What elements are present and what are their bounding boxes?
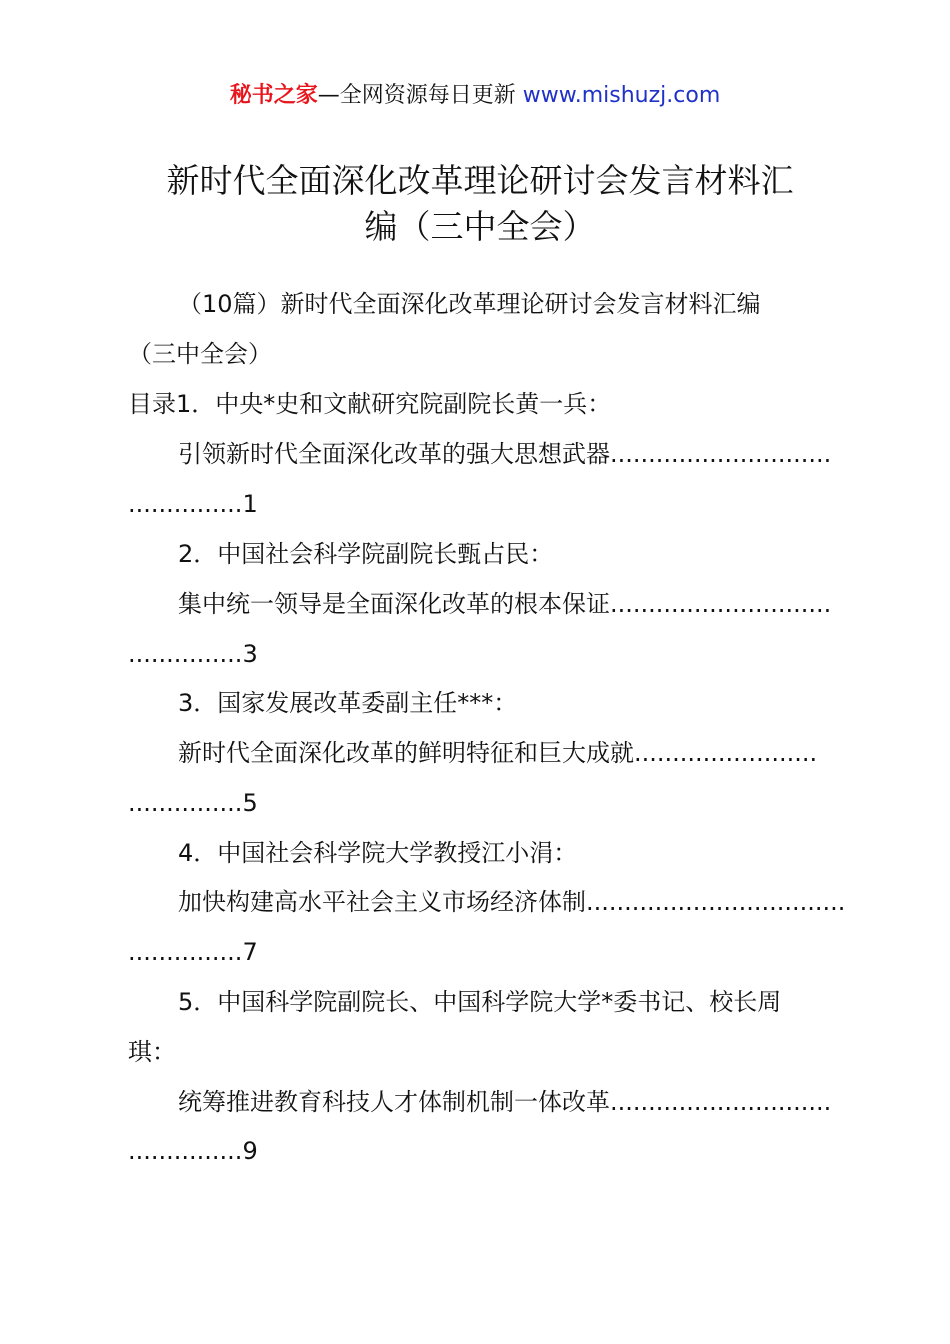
toc-leader-dots: ............... bbox=[128, 1137, 243, 1165]
toc-entry-4[interactable] bbox=[178, 885, 845, 919]
toc-leader-dots: ........................ bbox=[634, 739, 818, 767]
toc-entry-title: 加快构建高水平社会主义市场经济体制 bbox=[178, 888, 586, 916]
banner-slogan: —全网资源每日更新 bbox=[317, 83, 516, 108]
toc-leader-dots: ............................. bbox=[610, 1088, 832, 1116]
toc-leader-dots: ............................. bbox=[610, 440, 832, 468]
site-banner bbox=[0, 80, 950, 112]
toc-leader-dots: ............... bbox=[128, 490, 243, 518]
toc-entry-title: 新时代全面深化改革的鲜明特征和巨大成就 bbox=[178, 739, 634, 767]
toc-entry-2-page-line[interactable] bbox=[128, 637, 258, 671]
toc-page-number: 5 bbox=[242, 789, 258, 817]
toc-page-number: 3 bbox=[242, 640, 258, 668]
toc-entry-3[interactable] bbox=[178, 736, 817, 770]
toc-heading-3: 3．国家发展改革委副主任***： bbox=[178, 689, 518, 717]
toc-leader-dots: ............................. bbox=[610, 590, 832, 618]
brand-name: 秘书之家 bbox=[229, 83, 318, 108]
toc-page-number: 1 bbox=[242, 490, 258, 518]
toc-heading-1 bbox=[128, 387, 611, 421]
toc-leader-dots: ............... bbox=[128, 789, 243, 817]
toc-entry-4-page-line[interactable] bbox=[128, 935, 258, 969]
toc-entry-title: 统筹推进教育科技人才体制机制一体改革 bbox=[178, 1088, 610, 1116]
intro-line-1: （10篇）新时代全面深化改革理论研讨会发言材料汇编 bbox=[178, 290, 761, 318]
toc-entry-5[interactable] bbox=[178, 1085, 831, 1119]
toc-leader-dots: ............... bbox=[128, 938, 243, 966]
toc-leader-dots: .................................. bbox=[586, 888, 846, 916]
toc-entry-2[interactable] bbox=[178, 587, 831, 621]
toc-entry-1-page-line[interactable] bbox=[128, 487, 258, 521]
title-line-1: 新时代全面深化改革理论研讨会发言材料汇 bbox=[166, 161, 794, 200]
toc-entry-3-page-line[interactable] bbox=[128, 786, 258, 820]
site-url-link[interactable]: www.mishuzj.com bbox=[522, 83, 721, 108]
intro-line-2: （三中全会） bbox=[128, 340, 272, 368]
toc-entry-5-page-line[interactable] bbox=[128, 1134, 258, 1168]
toc-entry-1[interactable] bbox=[178, 437, 831, 471]
toc-heading-5-cont: 琪： bbox=[128, 1038, 176, 1066]
toc-leader-dots: ............... bbox=[128, 640, 243, 668]
toc-page-number: 7 bbox=[242, 938, 258, 966]
title-line-2: 编（三中全会） bbox=[364, 207, 596, 246]
toc-entry-title: 引领新时代全面深化改革的强大思想武器 bbox=[178, 440, 610, 468]
toc-heading-5: 5．中国科学院副院长、中国科学院大学*委书记、校长周 bbox=[178, 988, 782, 1016]
toc-prefix: 目录 bbox=[128, 390, 176, 418]
toc-entry-title: 集中统一领导是全面深化改革的根本保证 bbox=[178, 590, 610, 618]
toc-heading-4: 4．中国社会科学院大学教授江小涓： bbox=[178, 839, 578, 867]
toc-page-number: 9 bbox=[242, 1137, 258, 1165]
document-title bbox=[130, 158, 830, 250]
toc-heading-2: 2．中国社会科学院副院长甄占民： bbox=[178, 540, 554, 568]
toc-item-heading: 1．中央*史和文献研究院副院长黄一兵： bbox=[176, 390, 612, 418]
